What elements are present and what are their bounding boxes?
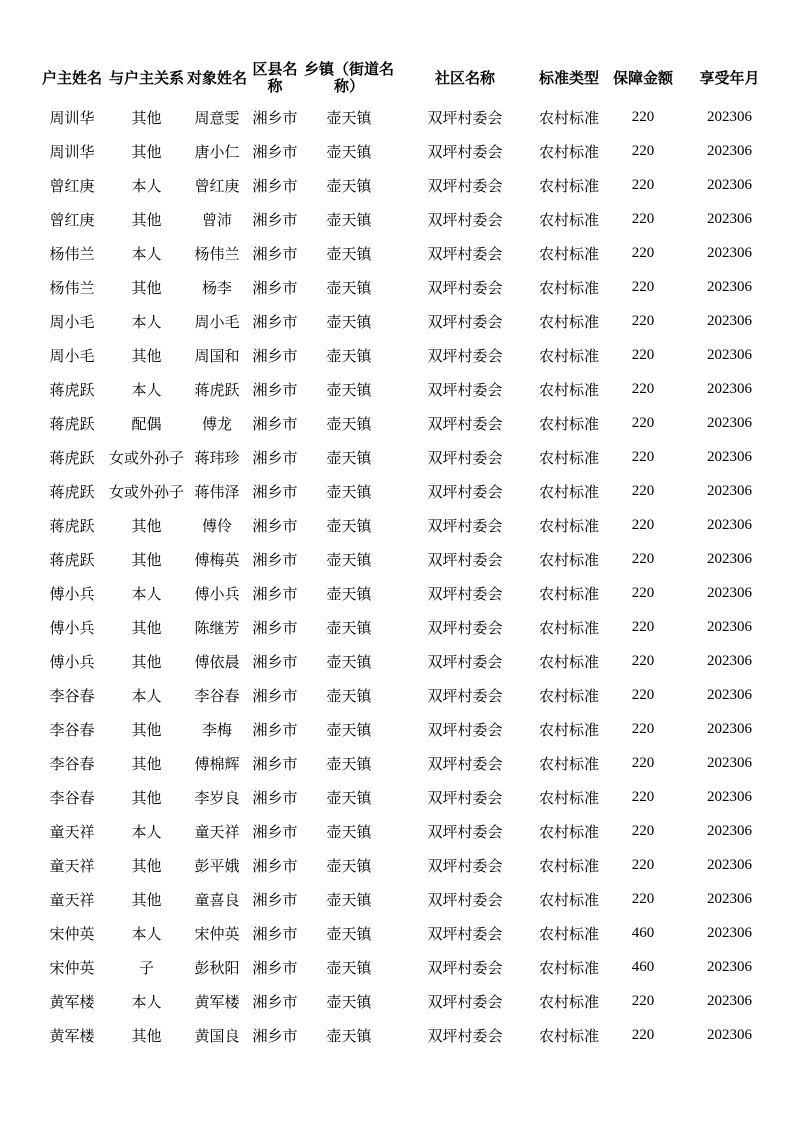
period-cell: 202306 <box>707 584 753 601</box>
householder-cell: 蒋虎跃 <box>49 550 95 569</box>
standard-type-cell: 农村标准 <box>539 584 600 603</box>
period-cell: 202306 <box>707 244 753 261</box>
amount-cell: 220 <box>631 720 655 737</box>
recipient-cell: 傅小兵 <box>194 584 240 603</box>
community-cell: 双坪村委会 <box>427 1026 503 1045</box>
amount-cell: 220 <box>631 550 655 567</box>
period-cell: 202306 <box>707 482 753 499</box>
county-cell: 湘乡市 <box>252 482 298 501</box>
householder-cell: 蒋虎跃 <box>49 516 95 535</box>
householder-cell: 李谷春 <box>49 754 95 773</box>
table-row <box>35 372 779 406</box>
standard-type-cell: 农村标准 <box>539 414 600 433</box>
householder-cell: 童天祥 <box>49 856 95 875</box>
header-standard-type: 标准类型 <box>539 68 600 87</box>
community-cell: 双坪村委会 <box>427 414 503 433</box>
community-cell: 双坪村委会 <box>427 822 503 841</box>
town-cell: 壶天镇 <box>326 516 372 535</box>
header-relation: 与户主关系 <box>109 68 185 87</box>
period-cell: 202306 <box>707 516 753 533</box>
county-cell: 湘乡市 <box>252 754 298 773</box>
relation-cell: 其他 <box>131 108 162 127</box>
community-cell: 双坪村委会 <box>427 278 503 297</box>
county-cell: 湘乡市 <box>252 822 298 841</box>
table-row <box>35 746 779 780</box>
county-cell: 湘乡市 <box>252 278 298 297</box>
relation-cell: 其他 <box>131 856 162 875</box>
relation-cell: 本人 <box>131 380 162 399</box>
householder-cell: 傅小兵 <box>49 618 95 637</box>
recipient-cell: 童天祥 <box>194 822 240 841</box>
period-cell: 202306 <box>707 958 753 975</box>
standard-type-cell: 农村标准 <box>539 516 600 535</box>
county-cell: 湘乡市 <box>252 584 298 603</box>
county-cell: 湘乡市 <box>252 176 298 195</box>
community-cell: 双坪村委会 <box>427 618 503 637</box>
amount-cell: 220 <box>631 210 655 227</box>
householder-cell: 李谷春 <box>49 686 95 705</box>
recipient-cell: 彭秋阳 <box>194 958 240 977</box>
amount-cell: 220 <box>631 788 655 805</box>
town-cell: 壶天镇 <box>326 414 372 433</box>
table-body <box>35 100 779 1052</box>
householder-cell: 宋仲英 <box>49 924 95 943</box>
amount-cell: 220 <box>631 1026 655 1043</box>
amount-cell: 220 <box>631 652 655 669</box>
header-county: 区县名称 <box>252 60 298 95</box>
householder-cell: 蒋虎跃 <box>49 414 95 433</box>
town-cell: 壶天镇 <box>326 958 372 977</box>
table-row <box>35 236 779 270</box>
county-cell: 湘乡市 <box>252 550 298 569</box>
householder-cell: 蒋虎跃 <box>49 482 95 501</box>
recipient-cell: 曾沛 <box>202 210 233 229</box>
standard-type-cell: 农村标准 <box>539 856 600 875</box>
standard-type-cell: 农村标准 <box>539 312 600 331</box>
community-cell: 双坪村委会 <box>427 754 503 773</box>
recipient-cell: 傅梅英 <box>194 550 240 569</box>
standard-type-cell: 农村标准 <box>539 346 600 365</box>
amount-cell: 460 <box>631 958 655 975</box>
header-row <box>35 56 779 100</box>
county-cell: 湘乡市 <box>252 652 298 671</box>
table-row <box>35 168 779 202</box>
town-cell: 壶天镇 <box>326 652 372 671</box>
town-cell: 壶天镇 <box>326 550 372 569</box>
table-row <box>35 576 779 610</box>
relation-cell: 本人 <box>131 992 162 1011</box>
table-row <box>35 610 779 644</box>
recipient-cell: 黄国良 <box>194 1026 240 1045</box>
table-row <box>35 542 779 576</box>
county-cell: 湘乡市 <box>252 244 298 263</box>
community-cell: 双坪村委会 <box>427 380 503 399</box>
community-cell: 双坪村委会 <box>427 346 503 365</box>
county-cell: 湘乡市 <box>252 516 298 535</box>
table-row <box>35 916 779 950</box>
table-row <box>35 882 779 916</box>
relation-cell: 其他 <box>131 1026 162 1045</box>
recipient-cell: 傅依晨 <box>194 652 240 671</box>
period-cell: 202306 <box>707 618 753 635</box>
householder-cell: 宋仲英 <box>49 958 95 977</box>
standard-type-cell: 农村标准 <box>539 924 600 943</box>
community-cell: 双坪村委会 <box>427 958 503 977</box>
county-cell: 湘乡市 <box>252 720 298 739</box>
recipient-cell: 蒋伟泽 <box>194 482 240 501</box>
community-cell: 双坪村委会 <box>427 992 503 1011</box>
standard-type-cell: 农村标准 <box>539 142 600 161</box>
county-cell: 湘乡市 <box>252 686 298 705</box>
relation-cell: 其他 <box>131 890 162 909</box>
householder-cell: 曾红庚 <box>49 210 95 229</box>
relation-cell: 其他 <box>131 788 162 807</box>
county-cell: 湘乡市 <box>252 788 298 807</box>
town-cell: 壶天镇 <box>326 924 372 943</box>
recipient-cell: 杨伟兰 <box>194 244 240 263</box>
period-cell: 202306 <box>707 1026 753 1043</box>
amount-cell: 220 <box>631 482 655 499</box>
community-cell: 双坪村委会 <box>427 890 503 909</box>
town-cell: 壶天镇 <box>326 720 372 739</box>
householder-cell: 杨伟兰 <box>49 244 95 263</box>
householder-cell: 黄军楼 <box>49 1026 95 1045</box>
community-cell: 双坪村委会 <box>427 482 503 501</box>
amount-cell: 460 <box>631 924 655 941</box>
amount-cell: 220 <box>631 278 655 295</box>
county-cell: 湘乡市 <box>252 992 298 1011</box>
community-cell: 双坪村委会 <box>427 686 503 705</box>
town-cell: 壶天镇 <box>326 1026 372 1045</box>
amount-cell: 220 <box>631 448 655 465</box>
recipient-cell: 周国和 <box>194 346 240 365</box>
relation-cell: 其他 <box>131 278 162 297</box>
recipient-cell: 蒋虎跃 <box>194 380 240 399</box>
householder-cell: 蒋虎跃 <box>49 380 95 399</box>
table-row <box>35 100 779 134</box>
relation-cell: 本人 <box>131 584 162 603</box>
amount-cell: 220 <box>631 856 655 873</box>
county-cell: 湘乡市 <box>252 312 298 331</box>
relation-cell: 其他 <box>131 720 162 739</box>
amount-cell: 220 <box>631 108 655 125</box>
relation-cell: 其他 <box>131 346 162 365</box>
table-row <box>35 678 779 712</box>
community-cell: 双坪村委会 <box>427 550 503 569</box>
relation-cell: 女或外孙子 <box>109 448 185 467</box>
period-cell: 202306 <box>707 822 753 839</box>
recipient-cell: 杨李 <box>202 278 233 297</box>
recipient-cell: 傅伶 <box>202 516 233 535</box>
relief-roster-table <box>35 56 779 1052</box>
householder-cell: 傅小兵 <box>49 584 95 603</box>
relation-cell: 其他 <box>131 210 162 229</box>
period-cell: 202306 <box>707 210 753 227</box>
table-row <box>35 440 779 474</box>
community-cell: 双坪村委会 <box>427 448 503 467</box>
relation-cell: 其他 <box>131 516 162 535</box>
standard-type-cell: 农村标准 <box>539 822 600 841</box>
standard-type-cell: 农村标准 <box>539 958 600 977</box>
period-cell: 202306 <box>707 414 753 431</box>
householder-cell: 周小毛 <box>49 312 95 331</box>
standard-type-cell: 农村标准 <box>539 992 600 1011</box>
county-cell: 湘乡市 <box>252 618 298 637</box>
table-row <box>35 134 779 168</box>
town-cell: 壶天镇 <box>326 482 372 501</box>
table-row <box>35 508 779 542</box>
header-town: 乡镇（街道名称） <box>304 60 395 95</box>
period-cell: 202306 <box>707 890 753 907</box>
recipient-cell: 李岁良 <box>194 788 240 807</box>
householder-cell: 李谷春 <box>49 788 95 807</box>
standard-type-cell: 农村标准 <box>539 278 600 297</box>
amount-cell: 220 <box>631 346 655 363</box>
header-recipient-name: 对象姓名 <box>187 68 248 87</box>
county-cell: 湘乡市 <box>252 958 298 977</box>
table-row <box>35 406 779 440</box>
householder-cell: 李谷春 <box>49 720 95 739</box>
period-cell: 202306 <box>707 720 753 737</box>
recipient-cell: 黄军楼 <box>194 992 240 1011</box>
community-cell: 双坪村委会 <box>427 244 503 263</box>
community-cell: 双坪村委会 <box>427 142 503 161</box>
table-row <box>35 950 779 984</box>
standard-type-cell: 农村标准 <box>539 618 600 637</box>
standard-type-cell: 农村标准 <box>539 244 600 263</box>
county-cell: 湘乡市 <box>252 210 298 229</box>
householder-cell: 傅小兵 <box>49 652 95 671</box>
standard-type-cell: 农村标准 <box>539 686 600 705</box>
town-cell: 壶天镇 <box>326 788 372 807</box>
community-cell: 双坪村委会 <box>427 652 503 671</box>
standard-type-cell: 农村标准 <box>539 108 600 127</box>
table-row <box>35 338 779 372</box>
community-cell: 双坪村委会 <box>427 856 503 875</box>
recipient-cell: 周小毛 <box>194 312 240 331</box>
householder-cell: 童天祥 <box>49 822 95 841</box>
amount-cell: 220 <box>631 992 655 1009</box>
period-cell: 202306 <box>707 176 753 193</box>
community-cell: 双坪村委会 <box>427 788 503 807</box>
standard-type-cell: 农村标准 <box>539 176 600 195</box>
town-cell: 壶天镇 <box>326 686 372 705</box>
period-cell: 202306 <box>707 312 753 329</box>
table-row <box>35 644 779 678</box>
period-cell: 202306 <box>707 754 753 771</box>
table-row <box>35 780 779 814</box>
relation-cell: 本人 <box>131 176 162 195</box>
householder-cell: 蒋虎跃 <box>49 448 95 467</box>
relation-cell: 其他 <box>131 550 162 569</box>
table-row <box>35 474 779 508</box>
period-cell: 202306 <box>707 924 753 941</box>
community-cell: 双坪村委会 <box>427 176 503 195</box>
recipient-cell: 陈继芳 <box>194 618 240 637</box>
town-cell: 壶天镇 <box>326 856 372 875</box>
recipient-cell: 傅龙 <box>202 414 233 433</box>
relation-cell: 其他 <box>131 142 162 161</box>
county-cell: 湘乡市 <box>252 108 298 127</box>
standard-type-cell: 农村标准 <box>539 380 600 399</box>
recipient-cell: 李梅 <box>202 720 233 739</box>
amount-cell: 220 <box>631 380 655 397</box>
county-cell: 湘乡市 <box>252 448 298 467</box>
standard-type-cell: 农村标准 <box>539 754 600 773</box>
community-cell: 双坪村委会 <box>427 584 503 603</box>
standard-type-cell: 农村标准 <box>539 210 600 229</box>
header-community: 社区名称 <box>435 68 496 87</box>
standard-type-cell: 农村标准 <box>539 720 600 739</box>
amount-cell: 220 <box>631 312 655 329</box>
recipient-cell: 蒋玮珍 <box>194 448 240 467</box>
relation-cell: 其他 <box>131 618 162 637</box>
county-cell: 湘乡市 <box>252 380 298 399</box>
amount-cell: 220 <box>631 244 655 261</box>
town-cell: 壶天镇 <box>326 380 372 399</box>
householder-cell: 黄军楼 <box>49 992 95 1011</box>
householder-cell: 周训华 <box>49 142 95 161</box>
recipient-cell: 周意雯 <box>194 108 240 127</box>
amount-cell: 220 <box>631 516 655 533</box>
standard-type-cell: 农村标准 <box>539 482 600 501</box>
town-cell: 壶天镇 <box>326 890 372 909</box>
period-cell: 202306 <box>707 686 753 703</box>
county-cell: 湘乡市 <box>252 856 298 875</box>
period-cell: 202306 <box>707 992 753 1009</box>
town-cell: 壶天镇 <box>326 142 372 161</box>
period-cell: 202306 <box>707 788 753 805</box>
county-cell: 湘乡市 <box>252 924 298 943</box>
town-cell: 壶天镇 <box>326 618 372 637</box>
recipient-cell: 彭平娥 <box>194 856 240 875</box>
period-cell: 202306 <box>707 346 753 363</box>
county-cell: 湘乡市 <box>252 890 298 909</box>
householder-cell: 周训华 <box>49 108 95 127</box>
recipient-cell: 李谷春 <box>194 686 240 705</box>
relation-cell: 女或外孙子 <box>109 482 185 501</box>
recipient-cell: 宋仲英 <box>194 924 240 943</box>
standard-type-cell: 农村标准 <box>539 448 600 467</box>
standard-type-cell: 农村标准 <box>539 652 600 671</box>
relation-cell: 本人 <box>131 686 162 705</box>
community-cell: 双坪村委会 <box>427 210 503 229</box>
recipient-cell: 傅棉辉 <box>194 754 240 773</box>
period-cell: 202306 <box>707 142 753 159</box>
amount-cell: 220 <box>631 142 655 159</box>
table-row <box>35 848 779 882</box>
householder-cell: 童天祥 <box>49 890 95 909</box>
table-row <box>35 1018 779 1052</box>
table-row <box>35 270 779 304</box>
amount-cell: 220 <box>631 686 655 703</box>
amount-cell: 220 <box>631 754 655 771</box>
standard-type-cell: 农村标准 <box>539 890 600 909</box>
period-cell: 202306 <box>707 448 753 465</box>
table-row <box>35 712 779 746</box>
relation-cell: 其他 <box>131 754 162 773</box>
county-cell: 湘乡市 <box>252 414 298 433</box>
town-cell: 壶天镇 <box>326 278 372 297</box>
town-cell: 壶天镇 <box>326 210 372 229</box>
period-cell: 202306 <box>707 380 753 397</box>
relation-cell: 本人 <box>131 312 162 331</box>
table-row <box>35 304 779 338</box>
amount-cell: 220 <box>631 618 655 635</box>
recipient-cell: 唐小仁 <box>194 142 240 161</box>
amount-cell: 220 <box>631 414 655 431</box>
standard-type-cell: 农村标准 <box>539 550 600 569</box>
amount-cell: 220 <box>631 584 655 601</box>
town-cell: 壶天镇 <box>326 992 372 1011</box>
table-row <box>35 984 779 1018</box>
town-cell: 壶天镇 <box>326 754 372 773</box>
community-cell: 双坪村委会 <box>427 924 503 943</box>
standard-type-cell: 农村标准 <box>539 788 600 807</box>
community-cell: 双坪村委会 <box>427 312 503 331</box>
town-cell: 壶天镇 <box>326 312 372 331</box>
relation-cell: 本人 <box>131 924 162 943</box>
table-row <box>35 814 779 848</box>
standard-type-cell: 农村标准 <box>539 1026 600 1045</box>
county-cell: 湘乡市 <box>252 1026 298 1045</box>
town-cell: 壶天镇 <box>326 346 372 365</box>
table-row <box>35 202 779 236</box>
recipient-cell: 曾红庚 <box>194 176 240 195</box>
period-cell: 202306 <box>707 856 753 873</box>
town-cell: 壶天镇 <box>326 448 372 467</box>
header-householder-name: 户主姓名 <box>41 68 102 87</box>
period-cell: 202306 <box>707 652 753 669</box>
town-cell: 壶天镇 <box>326 584 372 603</box>
amount-cell: 220 <box>631 176 655 193</box>
town-cell: 壶天镇 <box>326 108 372 127</box>
amount-cell: 220 <box>631 890 655 907</box>
community-cell: 双坪村委会 <box>427 108 503 127</box>
period-cell: 202306 <box>707 550 753 567</box>
town-cell: 壶天镇 <box>326 822 372 841</box>
period-cell: 202306 <box>707 108 753 125</box>
householder-cell: 杨伟兰 <box>49 278 95 297</box>
householder-cell: 周小毛 <box>49 346 95 365</box>
relation-cell: 子 <box>139 958 155 977</box>
header-period: 享受年月 <box>699 68 760 87</box>
community-cell: 双坪村委会 <box>427 516 503 535</box>
relation-cell: 本人 <box>131 244 162 263</box>
recipient-cell: 童喜良 <box>194 890 240 909</box>
amount-cell: 220 <box>631 822 655 839</box>
town-cell: 壶天镇 <box>326 176 372 195</box>
county-cell: 湘乡市 <box>252 346 298 365</box>
header-amount: 保障金额 <box>613 68 674 87</box>
county-cell: 湘乡市 <box>252 142 298 161</box>
community-cell: 双坪村委会 <box>427 720 503 739</box>
town-cell: 壶天镇 <box>326 244 372 263</box>
relation-cell: 配偶 <box>131 414 162 433</box>
relation-cell: 本人 <box>131 822 162 841</box>
relation-cell: 其他 <box>131 652 162 671</box>
householder-cell: 曾红庚 <box>49 176 95 195</box>
period-cell: 202306 <box>707 278 753 295</box>
